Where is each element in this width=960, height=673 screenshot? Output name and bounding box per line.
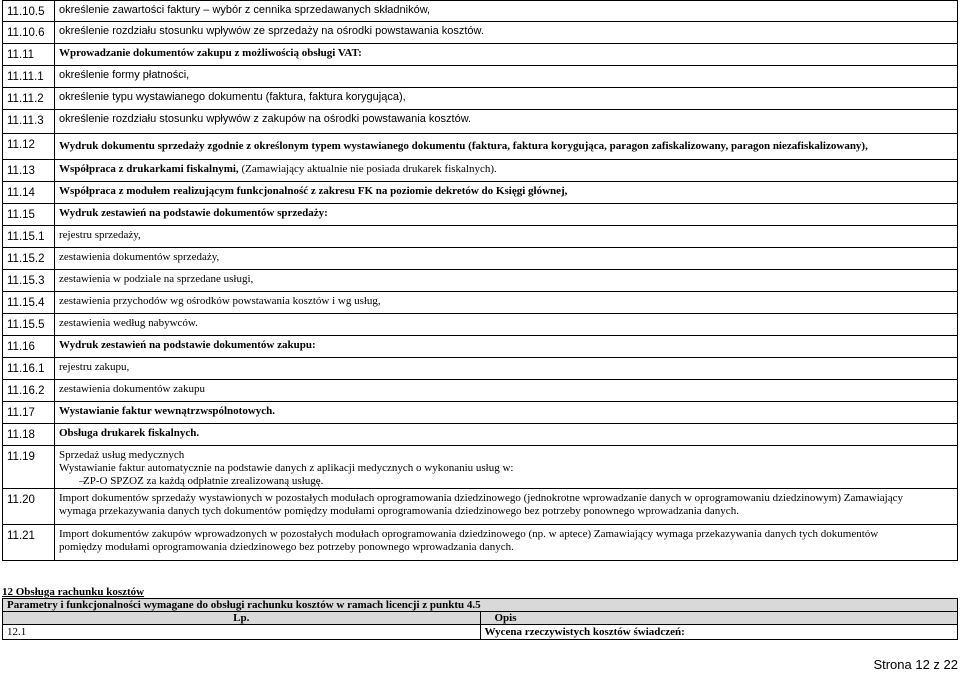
- requirements-table: [2, 0, 958, 561]
- row-number: 11.15.2: [3, 248, 55, 270]
- row-text: zestawienia w podziale na sprzedane usługi,: [55, 270, 958, 292]
- row-text: [55, 525, 958, 561]
- row-text: Współpraca z modułem realizującym funkcjonalność z zakresu FK na poziomie dekretów do Księgi głównej,: [55, 182, 958, 204]
- row-line-text: ZP-O SPZOZ za każdą odpłatnie zrealizowaną usługę.: [83, 475, 324, 487]
- row-number: 11.15: [3, 204, 55, 226]
- row-number: 11.16.1: [3, 358, 55, 380]
- row-text: zestawienia według nabywców.: [55, 314, 958, 336]
- page-number: Strona 12 z 22: [873, 657, 958, 672]
- row-text: zestawienia dokumentów sprzedaży,: [55, 248, 958, 270]
- row-text: określenie formy płatności,: [55, 66, 958, 88]
- row-text: określenie zawartości faktury – wybór z cennika sprzedawanych składników,: [55, 1, 958, 22]
- row-number: 11.21: [3, 525, 55, 561]
- row-number: 11.17: [3, 402, 55, 424]
- row-text: określenie rozdziału stosunku wpływów z zakupów na ośrodki powstawania kosztów.: [55, 110, 958, 134]
- row-number: 11.11.3: [3, 110, 55, 134]
- row-text: zestawienia dokumentów zakupu: [55, 380, 958, 402]
- row-number: 11.11.1: [3, 66, 55, 88]
- row-text: [55, 489, 958, 525]
- row-text: [55, 160, 958, 182]
- row-text: Wycena rzeczywistych kosztów świadczeń:: [480, 625, 958, 640]
- row-number: 11.16.2: [3, 380, 55, 402]
- row-number: 11.14: [3, 182, 55, 204]
- params-header: Parametry i funkcjonalności wymagane do obsługi rachunku kosztów w ramach licencji z punktu 4.5: [3, 599, 958, 612]
- row-number: 12.1: [3, 625, 481, 640]
- row-text: zestawienia przychodów wg ośrodków powstawania kosztów i wg usług,: [55, 292, 958, 314]
- row-text: Obsługa drukarek fiskalnych.: [55, 424, 958, 446]
- row-text: Wystawianie faktur wewnątrzwspólnotowych.: [55, 402, 958, 424]
- row-number: 11.16: [3, 336, 55, 358]
- row-number: 11.10.6: [3, 22, 55, 44]
- row-number: 11.15.4: [3, 292, 55, 314]
- row-text: Wydruk zestawień na podstawie dokumentów sprzedaży:: [55, 204, 958, 226]
- row-line: [59, 475, 953, 488]
- row-line: Sprzedaż usług medycznych: [59, 449, 185, 461]
- row-text: Wprowadzanie dokumentów zakupu z możliwością obsługi VAT:: [55, 44, 958, 66]
- row-text: określenie rozdziału stosunku wpływów ze sprzedaży na ośrodki powstawania kosztów.: [55, 22, 958, 44]
- row-line: Wystawianie faktur automatycznie na podstawie danych z aplikacji medycznych o wykonaniu usług w:: [59, 462, 514, 474]
- dash-bullet: –: [79, 475, 85, 487]
- row-line: pomiędzy modułami oprogramowania dziedzinowego bez potrzeby ponownego wprowadzania danych.: [59, 541, 514, 553]
- row-text: Wydruk dokumentu sprzedaży zgodnie z określonym typem wystawianego dokumentu (faktura, faktura korygująca, paragon zafiskalizowany, paragon niezafiskalizowany),: [55, 134, 958, 160]
- row-number: 11.18: [3, 424, 55, 446]
- section-title: 12 Obsługa rachunku kosztów: [2, 586, 145, 598]
- row-line: Import dokumentów sprzedaży wystawionych w pozostałych modułach oprogramowania dziedzinowego (jednokrotne wprowadzanie danych w oprogramowaniu dziedzinowym) Zamawiający: [59, 492, 903, 504]
- row-number: 11.11: [3, 44, 55, 66]
- row-number: 11.15.3: [3, 270, 55, 292]
- row-text: rejestru zakupu,: [55, 358, 958, 380]
- row-number: 11.15.5: [3, 314, 55, 336]
- row-number: 11.12: [3, 134, 55, 160]
- row-text: rejestru sprzedaży,: [55, 226, 958, 248]
- row-text: Wydruk zestawień na podstawie dokumentów zakupu:: [55, 336, 958, 358]
- row-line: Import dokumentów zakupów wprowadzonych w pozostałych modułach oprogramowania dziedzinowego (np. w aptece) Zamawiający wymaga przekazywania danych tych dokumentów: [59, 528, 879, 540]
- row-number: 11.10.5: [3, 1, 55, 22]
- row-number: 11.13: [3, 160, 55, 182]
- row-number: 11.15.1: [3, 226, 55, 248]
- column-header-lp: Lp.: [3, 612, 481, 625]
- row-text-bold: Współpraca z drukarkami fiskalnymi,: [59, 163, 239, 175]
- row-number: 11.20: [3, 489, 55, 525]
- row-line: wymaga przekazywania danych tych dokumentów pomiędzy modułami oprogramowania dziedzinowego bez potrzeby ponownego wprowadzania danych.: [59, 505, 739, 517]
- row-text: określenie typu wystawianego dokumentu (faktura, faktura korygująca),: [55, 88, 958, 110]
- row-number: 11.19: [3, 446, 55, 489]
- row-number: 11.11.2: [3, 88, 55, 110]
- column-header-opis: Opis: [480, 612, 958, 625]
- row-text: [55, 446, 958, 489]
- row-text-rest: (Zamawiający aktualnie nie posiada drukarek fiskalnych).: [238, 163, 497, 175]
- cost-accounting-table: [2, 598, 958, 640]
